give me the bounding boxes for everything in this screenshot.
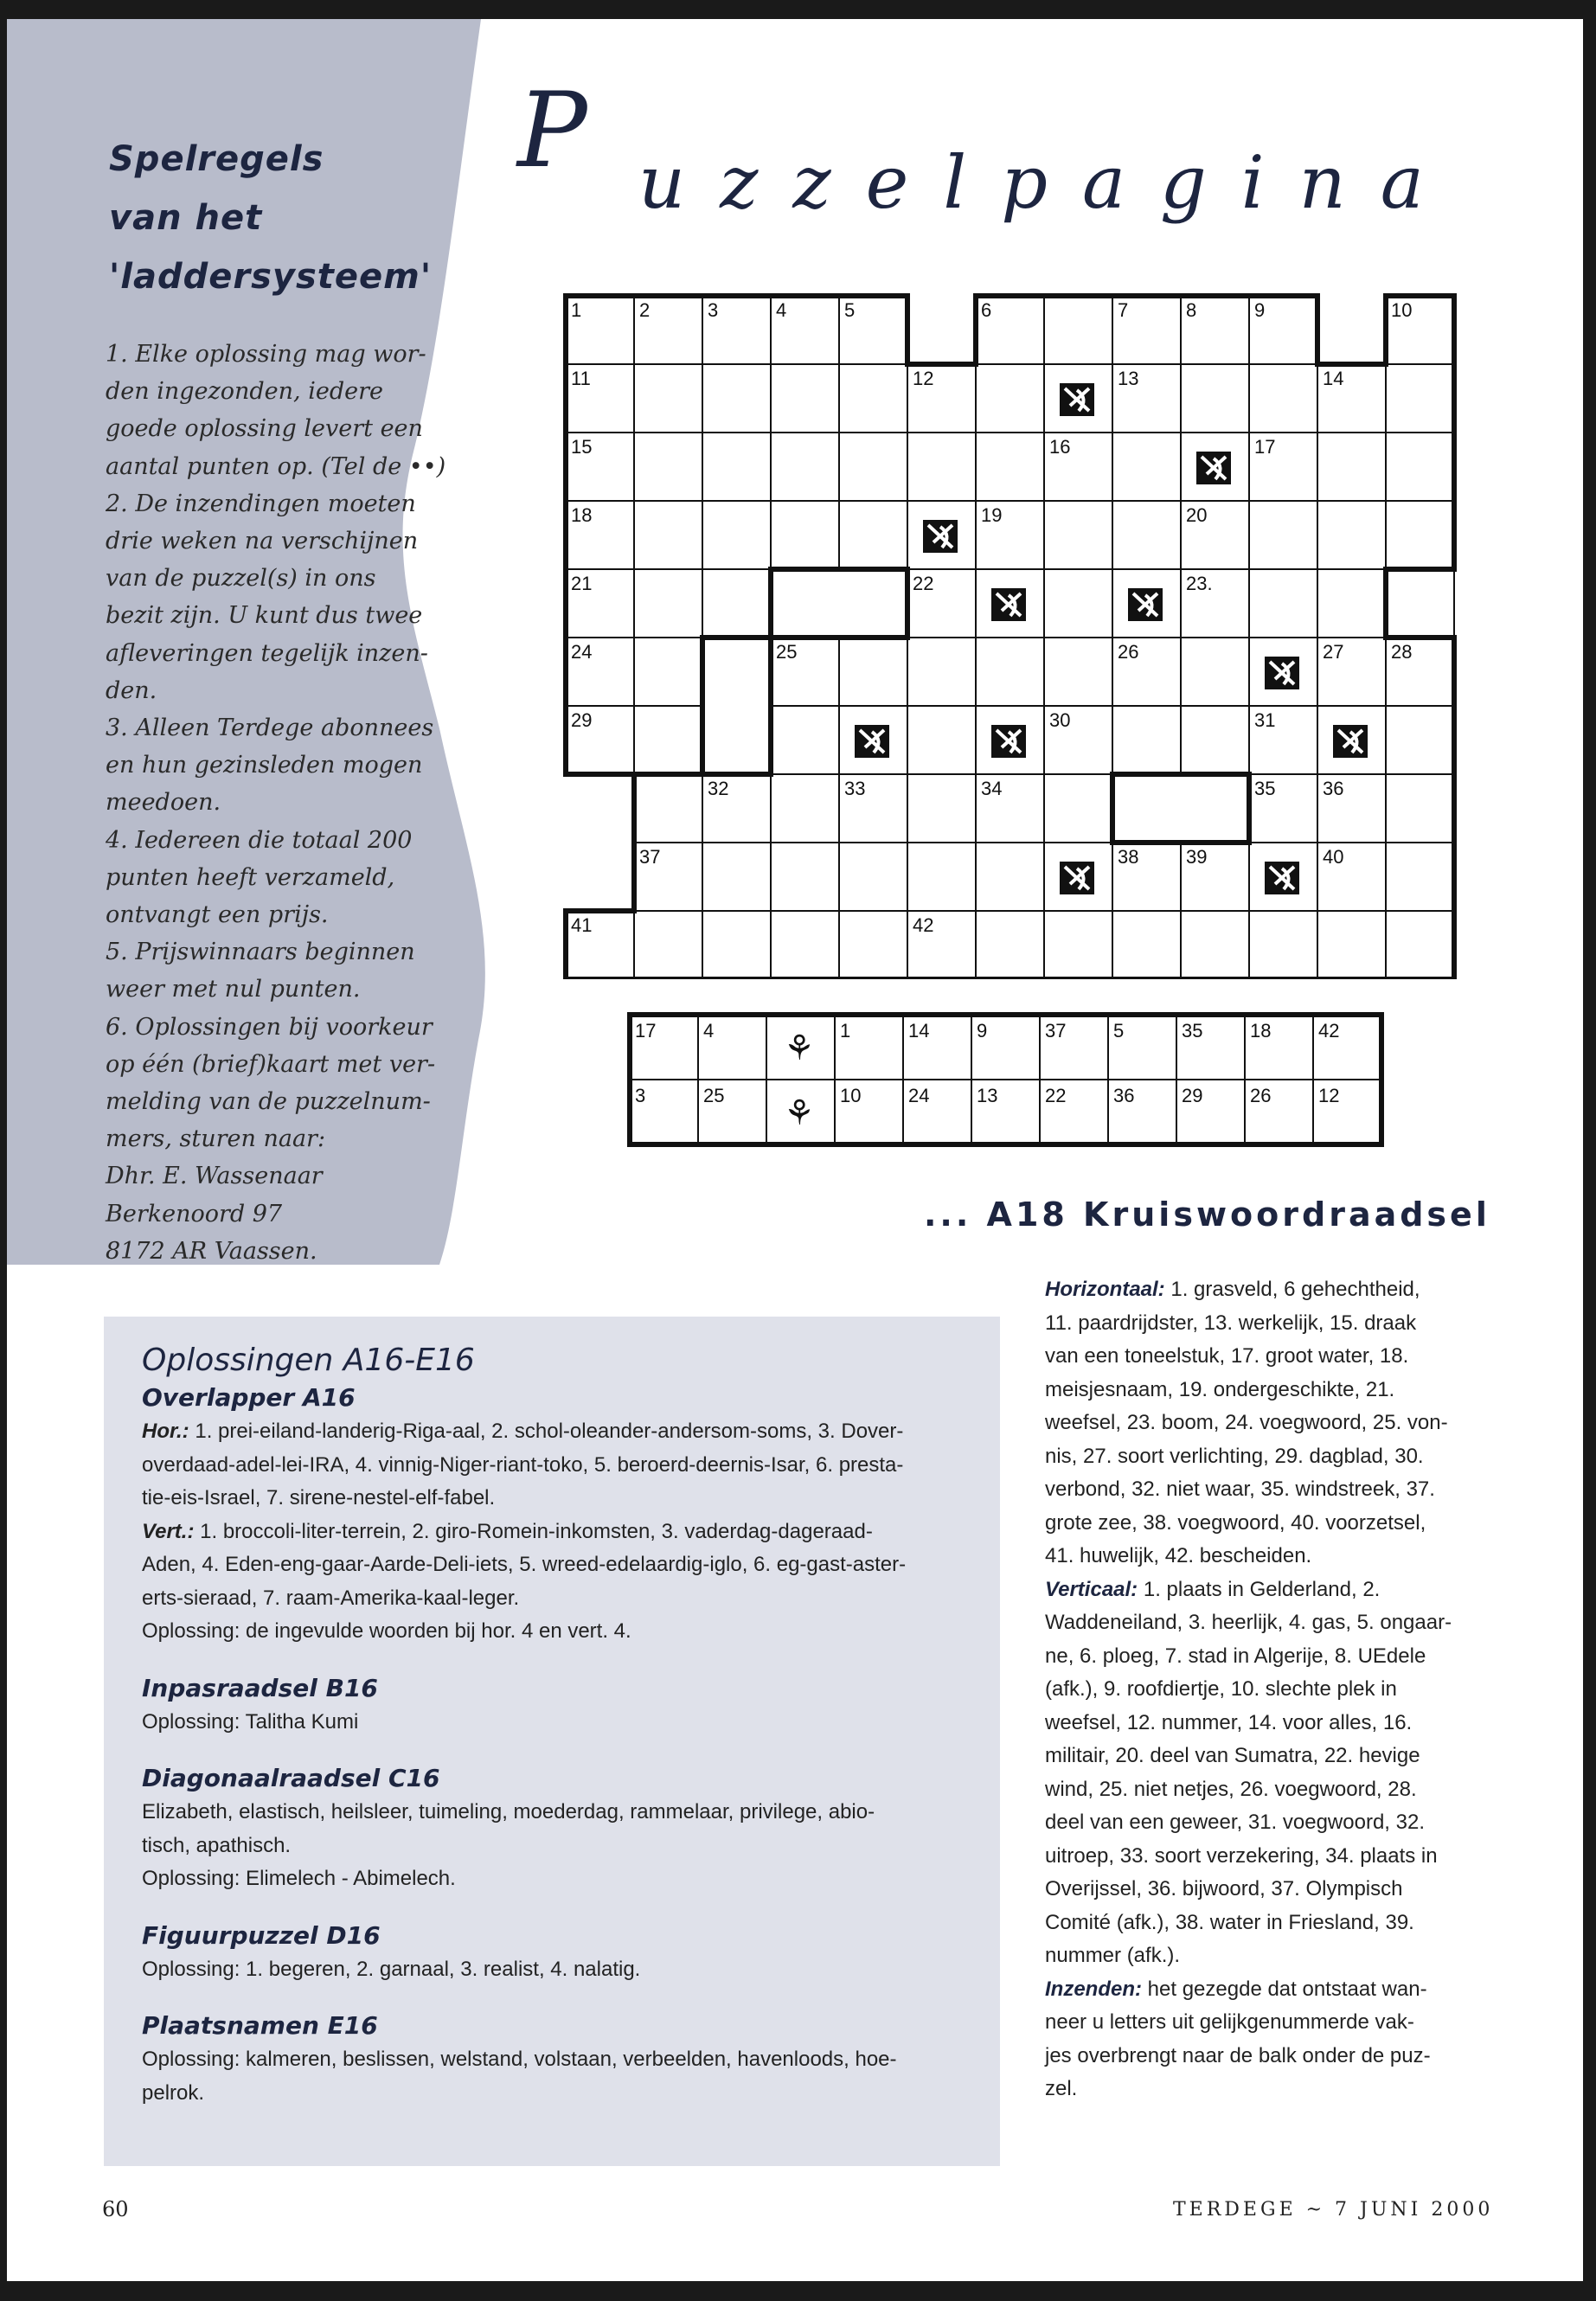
answer-number: 4 [703, 1020, 715, 1042]
crossword-cell [634, 911, 702, 979]
crossword-block [702, 706, 771, 774]
cell-number: 40 [1323, 846, 1344, 868]
crossword-block [907, 296, 976, 364]
crossword-cell [1386, 706, 1454, 774]
crossword-cell [839, 911, 907, 979]
rule-line: goede oplossing levert een [106, 415, 423, 443]
crossword-cell [976, 843, 1044, 911]
cell-number: 41 [571, 914, 593, 936]
cell-number: 2 [639, 299, 651, 321]
cell-number: 38 [1118, 846, 1139, 868]
figuur-text: Oplossing: 1. begeren, 2. garnaal, 3. realist, 4. nalatig. [142, 1957, 641, 1981]
clue-line: Waddeneiland, 3. heerlijk, 4. gas, 5. ongaar- [1045, 1611, 1452, 1634]
crossword-cell [634, 774, 702, 843]
diagonaal-text: Elizabeth, elastisch, heilsleer, tuimeling, moederdag, rammelaar, privilege, abio- tisch, apathisch. Oplossing: Elimelech - Abimelech. [142, 1800, 875, 1890]
rule-line: weer met nul punten. [106, 976, 361, 1003]
cell-number: 42 [913, 914, 934, 936]
crossword-cell [1181, 911, 1249, 979]
crossword-cell [634, 501, 702, 569]
cell-number: 9 [1254, 299, 1266, 321]
cell-number: 25 [776, 641, 798, 663]
cell-number: 10 [1391, 299, 1413, 321]
clue-line: Comité (afk.), 38. water in Friesland, 39. [1045, 1910, 1414, 1934]
cell-number: 22 [913, 573, 934, 594]
rule-line: melding van de puzzelnum- [106, 1088, 431, 1116]
cell-number: 7 [1118, 299, 1129, 321]
rule-line: meedoen. [106, 789, 221, 817]
rules-sidebar [7, 19, 491, 1265]
clue-line: zel. [1045, 2077, 1078, 2100]
crossword-block [771, 569, 839, 638]
crossword-cell [1386, 843, 1454, 911]
rule-line: 6. Oplossingen bij voorkeur [106, 1013, 433, 1041]
clue-line: Overijssel, 36. bijwoord, 37. Olympisch [1045, 1877, 1403, 1900]
cell-number: 31 [1254, 709, 1276, 731]
cell-number: 8 [1186, 299, 1197, 321]
cell-number: 18 [571, 504, 593, 526]
answer-number: 3 [635, 1085, 646, 1106]
cell-number: 28 [1391, 641, 1413, 663]
inpas-text: Oplossing: Talitha Kumi [142, 1709, 359, 1734]
crossword-cell [1317, 911, 1386, 979]
crossword-cell [907, 638, 976, 706]
rule-line: Berkenoord 97 [106, 1200, 283, 1227]
rule-line: 2. De inzendingen moeten [106, 490, 416, 517]
crossword-cell [771, 501, 839, 569]
puzzle-title: ... A18 Kruiswoordraadsel [924, 1195, 1490, 1234]
crossword-cell [976, 911, 1044, 979]
clue-line: meisjesnaam, 19. ondergeschikte, 21. [1045, 1377, 1395, 1401]
cell-number: 15 [571, 436, 593, 458]
answer-number: 5 [1113, 1020, 1125, 1042]
terdege-logo-icon [923, 520, 958, 553]
clue-line: wind, 25. niet netjes, 26. voegwoord, 28. [1045, 1777, 1417, 1801]
crossword-cell [1249, 911, 1317, 979]
crossword-cell [1249, 364, 1317, 433]
cell-number: 32 [708, 778, 729, 799]
terdege-logo-icon [991, 588, 1026, 621]
crossword-cell [771, 706, 839, 774]
crossword-cell [634, 433, 702, 501]
magazine-page [7, 19, 1583, 2281]
crossword-cell [702, 569, 771, 638]
crossword-cell [1044, 774, 1112, 843]
terdege-logo-icon [1128, 588, 1163, 621]
rule-line: ontvangt een prijs. [106, 901, 329, 929]
rule-line: aantal punten op. (Tel de ••) [106, 452, 446, 480]
cell-number: 39 [1186, 846, 1208, 868]
cell-number: 3 [708, 299, 719, 321]
crossword-cell [1044, 569, 1112, 638]
page-title-initial: P [517, 71, 587, 191]
crossword-cell [771, 911, 839, 979]
crossword-block [702, 638, 771, 706]
crossword-cell [771, 364, 839, 433]
cell-number: 35 [1254, 778, 1276, 799]
plaats-text: Oplossing: kalmeren, beslissen, welstand, volstaan, verbeelden, havenloods, hoe- pelrok. [142, 2048, 897, 2105]
cell-number: 16 [1049, 436, 1071, 458]
crossword-cell [634, 569, 702, 638]
crossword-cell [1317, 501, 1386, 569]
cell-number: 36 [1323, 778, 1344, 799]
crossword-cell [634, 638, 702, 706]
cell-number: 17 [1254, 436, 1276, 458]
rules-list [106, 336, 446, 1270]
crossword-cell [1112, 433, 1181, 501]
crossword-cell [1044, 501, 1112, 569]
terdege-logo-icon [1060, 383, 1094, 416]
crossword-cell [634, 706, 702, 774]
page-number: 60 [102, 2197, 129, 2221]
crossword-cell [976, 364, 1044, 433]
terdege-logo-icon [1060, 862, 1094, 894]
crossword-cell [771, 774, 839, 843]
page-title: uzzelpagina [638, 140, 1458, 225]
crossword-cell [839, 638, 907, 706]
cell-number: 13 [1118, 368, 1139, 389]
crossword-cell [702, 911, 771, 979]
terdege-logo-icon [855, 725, 889, 758]
crossword-cell [1249, 569, 1317, 638]
clue-line: militair, 20. deel van Sumatra, 22. hevige [1045, 1744, 1420, 1767]
terdege-logo-icon [1265, 862, 1299, 894]
crossword-cell [1386, 911, 1454, 979]
cell-number: 1 [571, 299, 582, 321]
answer-number: 10 [840, 1085, 862, 1106]
cell-number: 29 [571, 709, 593, 731]
cell-number: 4 [776, 299, 787, 321]
crossword-cell [702, 364, 771, 433]
rule-line: 3. Alleen Terdege abonnees [106, 715, 434, 742]
overlapper-heading: Overlapper A16 [142, 1383, 356, 1412]
rule-line: 4. Iedereen die totaal 200 [106, 826, 413, 854]
rule-line: punten heeft verzameld, [106, 863, 395, 891]
terdege-logo-icon [1265, 657, 1299, 689]
cell-number: 21 [571, 573, 593, 594]
clue-line: uitroep, 33. soort verzekering, 34. plaats in [1045, 1843, 1438, 1868]
answer-number: 13 [977, 1085, 998, 1106]
answer-number: 9 [977, 1020, 988, 1042]
crossword-cell [1044, 638, 1112, 706]
diagonaal-heading: Diagonaalraadsel C16 [142, 1764, 440, 1792]
inpas-heading: Inpasraadsel B16 [142, 1673, 378, 1702]
rule-line: 5. Prijswinnaars beginnen [106, 939, 415, 966]
crossword-cell [1181, 364, 1249, 433]
crossword-cell [634, 364, 702, 433]
rules-title: Spelregels van het 'laddersysteem' [109, 139, 433, 297]
crossword-cell [907, 433, 976, 501]
clue-line: deel van een geweer, 31. voegwoord, 32. [1045, 1811, 1425, 1834]
clue-line: jes overbrengt naar de balk onder de puz- [1045, 2043, 1431, 2067]
crossword-cell [839, 433, 907, 501]
clue-line: grote zee, 38. voegwoord, 40. voorzetsel, [1045, 1510, 1426, 1535]
crossword-block [839, 569, 907, 638]
crossword-cell [1317, 433, 1386, 501]
answer-number: 1 [840, 1020, 851, 1042]
crossword-cell [839, 364, 907, 433]
answer-number: 35 [1182, 1020, 1203, 1042]
crossword-cell [1112, 911, 1181, 979]
cell-number: 14 [1323, 368, 1344, 389]
crossword-cell [702, 843, 771, 911]
clue-line: nummer (afk.). [1045, 1944, 1181, 1967]
crossword-cell [771, 433, 839, 501]
cell-number: 5 [844, 299, 856, 321]
crossword-cell [976, 638, 1044, 706]
answer-number: 14 [908, 1020, 930, 1042]
crossword-cell [1249, 501, 1317, 569]
clues-column: Horizontaal: 1. grasveld, 6 gehechtheid, 11. paardrijdster, 13. werkelijk, 15. draak van een toneelstuk, 17. groot water, 18. meisjesnaam, 19. ondergeschikte, 21. weefsel, 23. boom, 24. voegwoord, 25. von- nis, 27. soort verlichting, 29. dagblad, 30. verbond, 32. niet waar, 35. windstreek, 37. grote zee, 38. voegwoord, 40. voorzetsel, 41. huwelijk, 42. bescheiden. Verticaal: 1. plaats in Gelderland, 2. Waddeneiland, 3. heerlijk, 4. gas, 5. ongaar- ne, 6. ploeg, 7. stad in Algerije, 8. UEdele (afk.), 9. roofdiertje, 10. slechte plek in weefsel, 12. nummer, 14. voor alles, 16. militair, 20. deel van Sumatra, 22. hevige wind, 25. niet netjes, 26. voegwoord, 28. deel van een geweer, 31. voegwoord, 32. uitroep, 33. soort verzekering, 34. plaats in Overijssel, 36. bijwoord, 37. Olympisch Comité (afk.), 38. water in Friesland, 39. nummer (afk.). Inzenden: het gezegde dat ontstaat wan- neer u letters uit gelijkgenummerde vak- jes overbrengt naar de balk onder de puz- zel. [1045, 1273, 1495, 2106]
crossword-cell [702, 433, 771, 501]
cell-number: 26 [1118, 641, 1139, 663]
crossword-cell [1044, 911, 1112, 979]
clue-line: van een toneelstuk, 17. groot water, 18. [1045, 1344, 1409, 1368]
plant-icon: ⚘ [784, 1029, 815, 1067]
rule-line: 1. Elke oplossing mag wor- [106, 341, 426, 368]
crossword-cell [702, 501, 771, 569]
crossword-block [1317, 296, 1386, 364]
crossword-cell [1386, 774, 1454, 843]
crossword-cell [1386, 501, 1454, 569]
answer-number: 17 [635, 1020, 657, 1042]
overlapper-text: Hor.: 1. prei-eiland-landerig-Riga-aal, 2. schol-oleander-andersom-soms, 3. Dover- overdaad-adel-lei-IRA, 4. vinnig-Niger-riant-toko, 5. beroerd-deernis-Isar, 6. presta- tie-eis-Israel, 7. sirene-nestel-elf-fabel. Vert.: 1. broccoli-liter-terrein, 2. giro-Romein-inkomsten, 3. vaderdag-dageraad- Aden, 4. Eden-eng-gaar-Aarde-Deli-iets, 5. wreed-edelaardig-iglo, 6. eg-gast-aster- erts-sieraad, 7. raam-Amerika-kaal-leger. Oplossing: de ingevulde woorden bij hor. 4 en vert. 4. [142, 1420, 907, 1643]
cell-number: 11 [571, 368, 591, 389]
crossword-cell [907, 843, 976, 911]
plant-icon: ⚘ [784, 1094, 815, 1132]
cell-number: 34 [981, 778, 1003, 799]
answer-number: 25 [703, 1085, 725, 1106]
rule-line: drie weken na verschijnen [106, 528, 419, 555]
terdege-logo-icon [991, 725, 1026, 758]
crossword-cell [1044, 296, 1112, 364]
crossword-cell [1181, 638, 1249, 706]
clue-line: weefsel, 23. boom, 24. voegwoord, 25. von- [1045, 1411, 1448, 1434]
cell-number: 27 [1323, 641, 1344, 663]
cell-number: 19 [981, 504, 1003, 526]
crossword-cell [839, 501, 907, 569]
cell-number: 30 [1049, 709, 1071, 731]
rule-line: den ingezonden, iedere [106, 378, 383, 406]
crossword-cell [907, 774, 976, 843]
rule-line: afleveringen tegelijk inzen- [106, 639, 428, 667]
crossword-cell [839, 843, 907, 911]
crossword-cell [907, 706, 976, 774]
plaats-heading: Plaatsnamen E16 [142, 2011, 378, 2040]
cell-number: 24 [571, 641, 593, 663]
cell-number: 37 [639, 846, 661, 868]
solutions-title: Oplossingen A16-E16 [142, 1343, 475, 1378]
rule-line: mers, sturen naar: [106, 1125, 326, 1153]
crossword-cell [976, 433, 1044, 501]
crossword-block [1181, 774, 1249, 843]
answer-number: 37 [1045, 1020, 1067, 1042]
clue-line: ne, 6. ploeg, 7. stad in Algerije, 8. UEdele [1045, 1644, 1426, 1668]
clue-line: verbond, 32. niet waar, 35. windstreek, 37. [1045, 1477, 1435, 1501]
terdege-logo-icon [1196, 452, 1231, 484]
rule-line: bezit zijn. U kunt dus twee [106, 602, 423, 630]
answer-bar [625, 1009, 1403, 1165]
answer-number: 22 [1045, 1085, 1067, 1106]
cell-number: 6 [981, 299, 992, 321]
cell-number: 33 [844, 778, 866, 799]
answer-number: 24 [908, 1085, 930, 1106]
crossword-cell [1181, 706, 1249, 774]
crossword-cell [1112, 706, 1181, 774]
rule-line: van de puzzel(s) in ons [106, 565, 376, 593]
cell-number: 20 [1186, 504, 1208, 526]
answer-number: 42 [1318, 1020, 1340, 1042]
cell-number: 23. [1186, 573, 1213, 594]
crossword-grid [561, 270, 1469, 979]
terdege-logo-icon [1333, 725, 1368, 758]
crossword-cell [1317, 569, 1386, 638]
crossword-block [1112, 774, 1181, 843]
crossword-cell [1386, 433, 1454, 501]
clue-line: 41. huwelijk, 42. bescheiden. [1045, 1544, 1312, 1567]
clue-line: neer u letters uit gelijkgenummerde vak- [1045, 2010, 1414, 2034]
rule-line: 8172 AR Vaassen. [106, 1237, 317, 1265]
clue-line: 11. paardrijdster, 13. werkelijk, 15. draak [1045, 1311, 1417, 1335]
crossword-cell [1386, 364, 1454, 433]
crossword-cell [1386, 569, 1454, 638]
solutions-box [104, 1317, 1000, 2166]
answer-number: 26 [1250, 1085, 1272, 1106]
crossword-cell [771, 843, 839, 911]
rule-line: op één (brief)kaart met ver- [106, 1050, 436, 1078]
answer-number: 12 [1318, 1085, 1340, 1106]
rule-line: Dhr. E. Wassenaar [106, 1163, 323, 1190]
cell-number: 12 [913, 368, 934, 389]
answer-number: 36 [1113, 1085, 1135, 1106]
publication-footer: TERDEGE ~ 7 JUNI 2000 [1173, 2199, 1494, 2221]
figuur-heading: Figuurpuzzel D16 [142, 1920, 381, 1950]
answer-number: 29 [1182, 1085, 1203, 1106]
rule-line: den. [106, 676, 157, 704]
crossword-cell [1112, 501, 1181, 569]
clue-line: nis, 27. soort verlichting, 29. dagblad, 30. [1045, 1444, 1424, 1468]
clue-line: weefsel, 12. nummer, 14. voor alles, 16. [1045, 1710, 1413, 1734]
rule-line: en hun gezinsleden mogen [106, 752, 423, 779]
clue-line: (afk.), 9. roofdiertje, 10. slechte plek in [1045, 1677, 1397, 1701]
answer-number: 18 [1250, 1020, 1272, 1042]
